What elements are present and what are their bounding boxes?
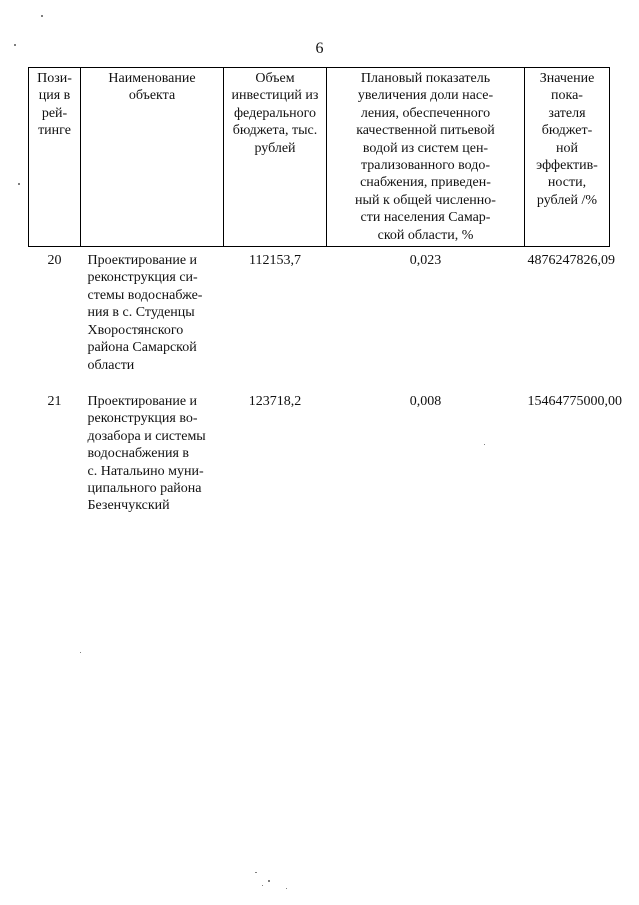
header-position xyxy=(29,68,81,247)
header-line: ной эффектив- xyxy=(536,140,598,174)
scan-speck xyxy=(80,652,81,653)
table-header-row xyxy=(29,68,610,247)
name-line: стемы водоснабже- xyxy=(87,287,203,303)
cell-position: 21 xyxy=(47,393,62,409)
scan-speck xyxy=(286,888,287,889)
header-line: водой из систем цен- xyxy=(362,140,489,156)
header-line: федерального xyxy=(233,105,317,121)
header-line: ности, xyxy=(547,175,587,191)
name-line: района Самарской xyxy=(87,340,197,356)
name-line: с. Натальино муни- xyxy=(87,463,204,479)
cell-object-name xyxy=(81,247,224,388)
name-line: реконструкция си- xyxy=(87,270,198,286)
header-line: бюджета, тыс. xyxy=(232,123,318,139)
header-line: Объем xyxy=(255,71,295,86)
header-line: Наименование xyxy=(108,71,196,86)
header-line: увеличения доли насе- xyxy=(357,88,494,104)
header-investment xyxy=(224,68,327,247)
header-line: ления, обеспеченного xyxy=(360,105,491,121)
cell-efficiency: 15464775000,00 xyxy=(527,393,622,409)
scan-speck xyxy=(41,15,43,17)
name-line: дозабора и системы xyxy=(87,428,206,444)
cell-object-name xyxy=(81,388,224,529)
header-line: сти населения Самар- xyxy=(360,210,491,226)
header-line: Пози- xyxy=(37,71,72,86)
header-line: инвестиций из xyxy=(231,88,319,104)
header-line: трализованного водо- xyxy=(361,158,490,174)
header-line: тинге xyxy=(38,123,71,139)
header-line: ской области, % xyxy=(377,227,474,243)
scan-speck xyxy=(262,885,263,886)
scan-speck xyxy=(255,872,257,873)
name-line: Хворостянского xyxy=(87,322,184,338)
header-efficiency xyxy=(525,68,610,247)
header-line: снабжения, приведен- xyxy=(360,175,491,191)
scan-speck xyxy=(14,44,16,46)
header-line: ный к общей численно- xyxy=(355,192,496,208)
header-line: объекта xyxy=(128,88,176,104)
name-line: реконструкция во- xyxy=(87,411,198,427)
cell-position: 20 xyxy=(47,253,62,269)
cell-plan-indicator: 0,023 xyxy=(409,253,442,269)
scan-speck xyxy=(268,880,270,882)
name-line: ципального района xyxy=(87,480,202,496)
table-row xyxy=(29,388,610,529)
cell-efficiency: 4876247826,09 xyxy=(527,253,615,269)
header-line: рублей /% xyxy=(536,192,598,208)
header-line: рей- xyxy=(41,105,68,121)
name-line: ния в с. Студенцы xyxy=(87,305,195,321)
header-line: Значение пока- xyxy=(539,71,595,104)
cell-investment: 123718,2 xyxy=(248,393,302,409)
header-line: Плановый показатель xyxy=(360,71,491,86)
name-line: Проектирование и xyxy=(87,393,198,409)
cell-investment: 112153,7 xyxy=(249,253,301,269)
header-line: рублей xyxy=(254,140,296,156)
header-plan-indicator xyxy=(327,68,525,247)
name-line: Проектирование и xyxy=(87,253,198,269)
page-number: 6 xyxy=(315,40,324,57)
header-object-name xyxy=(81,68,224,247)
cell-plan-indicator: 0,008 xyxy=(409,393,442,409)
name-line: Безенчукский xyxy=(87,498,170,514)
scan-speck xyxy=(18,183,20,185)
scan-speck xyxy=(484,444,485,445)
name-line: водоснабжения в xyxy=(87,446,190,462)
table-row xyxy=(29,247,610,388)
header-line: качественной питьевой xyxy=(356,123,495,139)
header-line: зателя бюджет- xyxy=(541,105,593,139)
header-line: ция в xyxy=(38,88,71,104)
name-line: области xyxy=(87,357,135,373)
investment-table xyxy=(28,67,622,529)
